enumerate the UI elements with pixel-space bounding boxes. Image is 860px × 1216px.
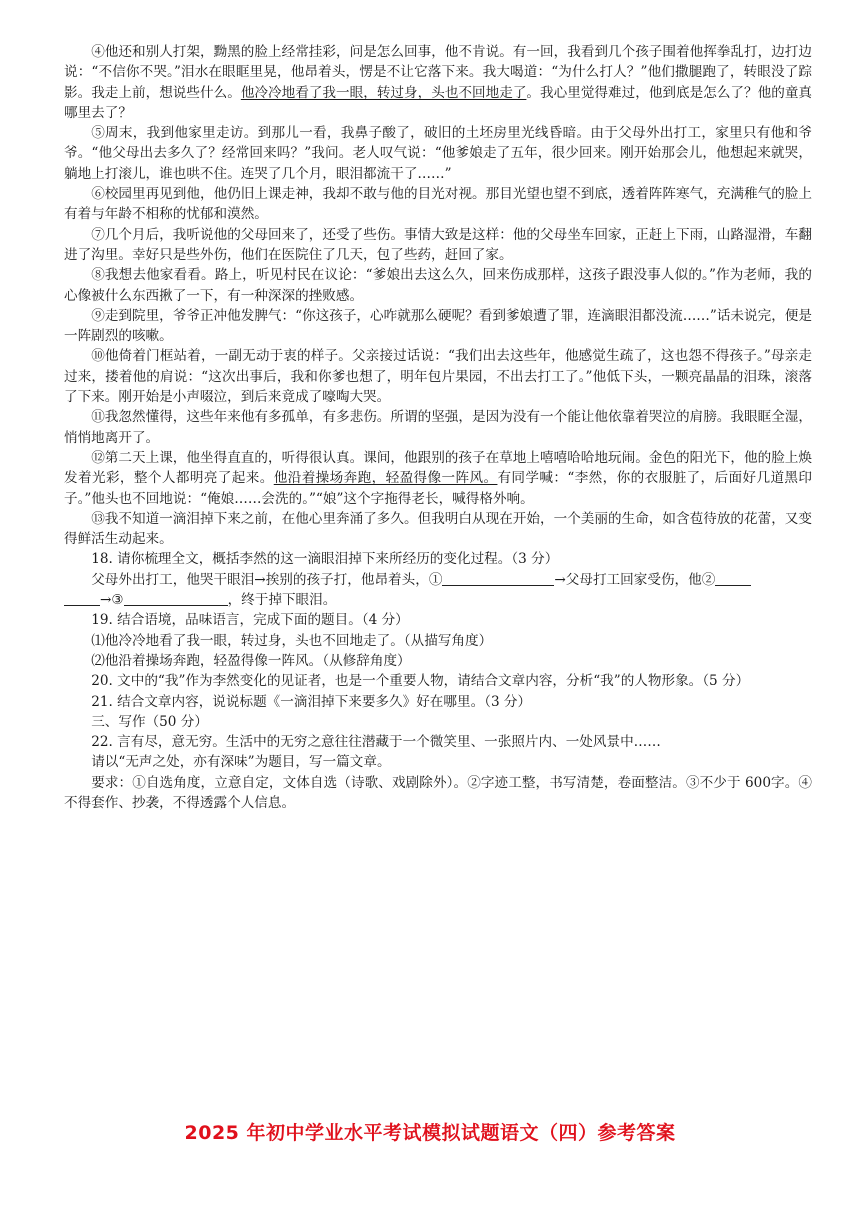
question-22: 22. 言有尽，意无穷。生活中的无穷之意往往潜藏于一个微笑里、一张照片内、一处风景中…… — [91, 734, 661, 751]
paragraph-4-text: ④他还和别人打架，黝黑的脸上经常挂彩，问是怎么回事，他不肯说。有一回，我看到几个孩子围着他挥拳乱打，边打边说：“不信你不哭。”泪水在眼眶里晃，他昂着头，愣是不让它落下来。我大喝道：“为什么打人？”他们撒腿跑了，转眼没了踪影。我走上前，想说些什么。 — [64, 44, 812, 101]
writing-prompt: 请以“无声之处，亦有深味”为题目，写一篇文章。 — [91, 754, 391, 771]
question-19: 19. 结合语境，品味语言，完成下面的题目。（4 分） — [91, 612, 409, 629]
paragraph-10: ⑩他倚着门框站着，一副无动于衷的样子。父亲接过话说：“我们出去这些年，他感觉生疏了，这也怨不得孩子。”母亲走过来，搂着他的肩说：“这次出事后，我和你爹也想了，明年包片果园，不出去打工了。”他低下头，一颗亮晶晶的泪珠，滚落了下来。刚开始是小声啜泣，到后来竟成了嚎啕大哭。 — [64, 348, 812, 406]
page-content — [64, 42, 812, 813]
underlined-sentence-1: 他冷冷地看了我一眼，转过身，头也不回地走了 — [240, 84, 527, 101]
paragraph-4 — [64, 42, 812, 123]
paragraph-12-tail: 有同学喊：“李然，你的衣服脏了，后面好几道黑印子。”他头也不回地说：“俺娘……会洗的。”“娘”这个字拖得老长，喊得格外响。 — [64, 470, 813, 507]
answer-key-title: 2025 年初中学业水平考试模拟试题语文（四）参考答案 — [184, 1122, 676, 1144]
answer-blank-2[interactable] — [715, 571, 751, 586]
paragraph-11: ⑪我忽然懂得，这些年来他有多孤单，有多悲伤。所谓的坚强，是因为没有一个能让他依靠着哭泣的肩膀。我眼眶全湿，悄悄地离开了。 — [64, 409, 812, 446]
question-19-item-2: ⑵他沿着操场奔跑，轻盈得像一阵风。（从修辞角度） — [91, 652, 411, 669]
paragraph-4-tail: 。我心里觉得难过，他到底是怎么了？他的童真哪里去了？ — [64, 84, 813, 121]
paragraph-6: ⑥校园里再见到他，他仍旧上课走神，我却不敢与他的目光对视。那目光望也望不到底，透着阵阵寒气，充满稚气的脸上有着与年龄不相称的忧郁和漠然。 — [64, 186, 812, 223]
answer-blank-2-continued[interactable] — [64, 591, 100, 606]
answer-blank-1[interactable] — [442, 571, 554, 586]
q18-part-4: ，终于掉下眼泪。 — [227, 592, 337, 609]
writing-section-heading: 三、写作（50 分） — [91, 713, 208, 730]
paragraph-5: ⑤周末，我到他家里走访。到那儿一看，我鼻子酸了，破旧的土坯房里光线昏暗。由于父母外出打工，家里只有他和爷爷。“他父母出去多久了？经常回来吗？”我问。老人叹气说：“他爹娘走了五年，很少回来。刚开始那会儿，他想起来就哭，躺地上打滚儿，谁也哄不住。连哭了几个月，眼泪都流干了……” — [64, 125, 812, 182]
paragraph-13: ⑬我不知道一滴泪掉下来之前，在他心里奔涌了多久。但我明白从现在开始，一个美丽的生命，如含苞待放的花蕾，又变得鲜活生动起来。 — [64, 510, 812, 548]
paragraph-8: ⑧我想去他家看看。路上，听见村民在议论：“爹娘出去这么久，回来伤成那样，这孩子跟没事人似的。”作为老师，我的心像被什么东西揪了一下，有一种深深的挫败感。 — [64, 267, 812, 304]
paragraph-7: ⑦几个月后，我听说他的父母回来了，还受了些伤。事情大致是这样：他的父母坐车回家，正赶上下雨，山路湿滑，车翻进了沟里。幸好只是些外伤，他们在医院住了几天，包了些药，赶回了家。 — [64, 226, 812, 263]
paragraph-12 — [64, 448, 812, 509]
question-18: 18. 请你梳理全文，概括李然的这一滴眼泪掉下来所经历的变化过程。（3 分） — [91, 551, 559, 568]
question-18-fill — [64, 570, 812, 611]
question-20: 20. 文中的“我”作为李然变化的见证者，也是一个重要人物，请结合文章内容，分析“我”的人物形象。（5 分） — [91, 673, 750, 690]
question-19-item-1: ⑴他冷冷地看了我一眼，转过身，头也不回地走了。（从描写角度） — [91, 632, 493, 649]
q18-part-1: 父母外出打工，他哭干眼泪→挨别的孩子打，他昂着头，① — [91, 571, 443, 588]
writing-requirements: 要求：①自选角度，立意自定，文体自选（诗歌、戏剧除外）。②字迹工整，书写清楚，卷面整洁。③不少于 600字。④不得套作、抄袭，不得透露个人信息。 — [64, 774, 812, 811]
q18-part-3: →③ — [100, 592, 124, 609]
underlined-sentence-2: 他沿着操场奔跑，轻盈得像一阵风。 — [273, 470, 498, 487]
question-21: 21. 结合文章内容，说说标题《一滴泪掉下来要多久》好在哪里。（3 分） — [91, 693, 532, 710]
q18-part-2: →父母打工回家受伤，他② — [554, 571, 716, 588]
paragraph-12-text: ⑫第二天上课，他坐得直直的，听得很认真。课间，他跟别的孩子在草地上嘻嘻哈哈地玩闹。金色的阳光下，他的脸上焕发着光彩，整个人都明亮了起来。 — [64, 449, 812, 487]
answer-blank-3[interactable] — [124, 591, 228, 606]
paragraph-9: ⑨走到院里，爷爷正冲他发脾气：“你这孩子，心咋就那么硬呢？看到爹娘遭了罪，连滴眼泪都没流……”话未说完，便是一阵剧烈的咳嗽。 — [64, 307, 812, 345]
